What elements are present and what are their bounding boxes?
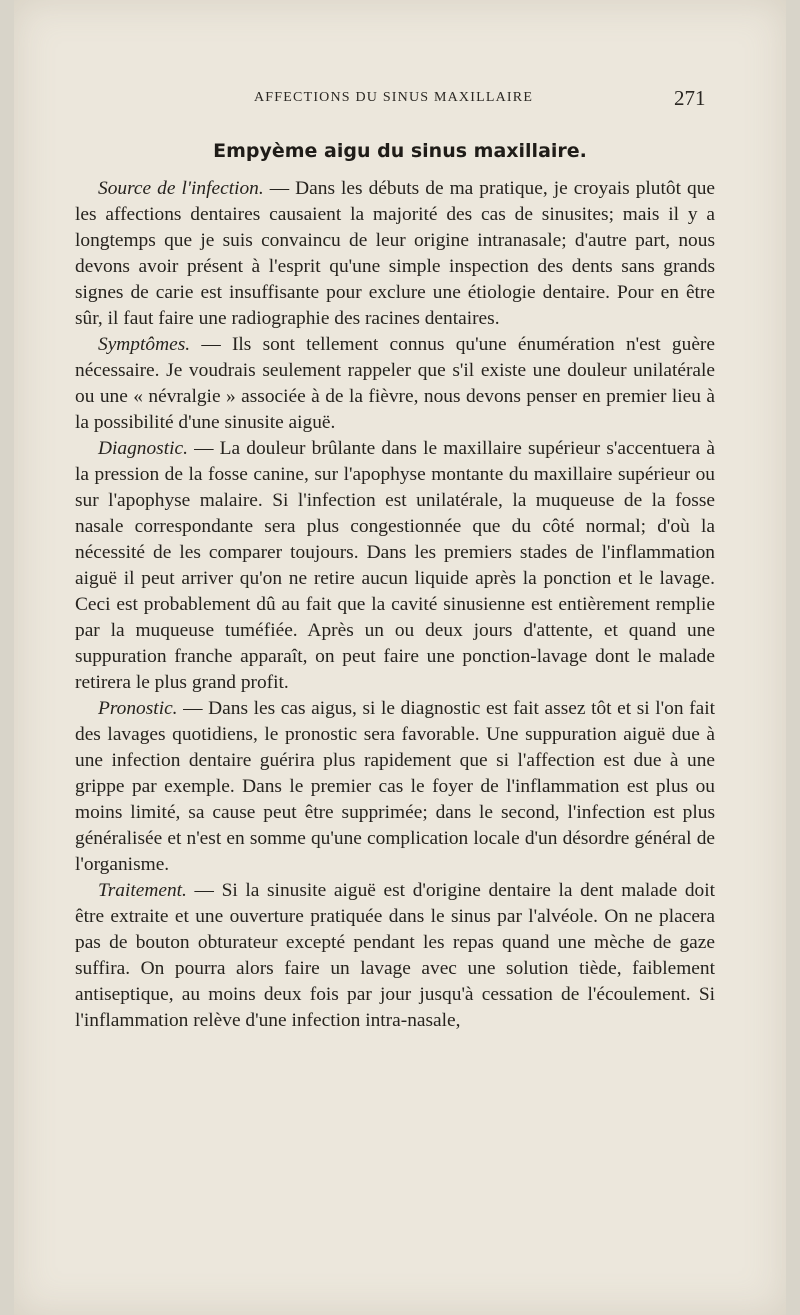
book-page: [14, 0, 786, 1315]
paragraph-lead: Diagnostic.: [98, 438, 188, 459]
paragraph-text: — La douleur brûlante dans le maxillaire supérieur s'accentuera à la pression de la fosse canine, sur l'apophyse montante du maxillaire supérieur ou sur l'apophyse malaire. Si l'infection est unilatérale, la muqueuse de la fosse nasale correspondante sera plus congestionnée que du côté normal; d'où la nécessité de les comparer toujours. Dans les premiers stades de l'inflammation aiguë il peut arriver qu'on ne retire aucun liquide après la ponction et le lavage. Ceci est probablement dû au fait que la cavité sinusienne est entièrement remplie par la muqueuse tuméfiée. Après un ou deux jours d'attente, et quand une suppuration franche apparaît, on peut faire une ponction-lavage dont le malade retirera le plus grand profit.: [75, 438, 715, 693]
paragraph-text: — Si la sinusite aiguë est d'origine dentaire la dent malade doit être extraite et une ouverture pratiquée dans le sinus par l'alvéole. On ne placera pas de bouton obturateur excepté pendant les repas quand une mèche de gaze suffira. On pourra alors faire un lavage avec une solution tiède, faiblement antiseptique, au moins deux fois par jour jusqu'à cessation de l'écoulement. Si l'inflammation relève d'une infection intra-nasale,: [75, 880, 715, 1031]
paragraph-diagnostic: [75, 436, 715, 696]
paragraph-lead: Symptômes.: [98, 334, 191, 355]
paragraph-pronostic: [75, 696, 715, 878]
paragraph-lead: Source de l'infection.: [98, 178, 264, 199]
paragraph-symptomes: [75, 332, 715, 436]
running-header: [14, 88, 786, 112]
paragraph-lead: Traitement.: [98, 880, 187, 901]
paragraph-lead: Pronostic.: [98, 698, 178, 719]
section-heading: Empyème aigu du sinus maxillaire.: [213, 140, 587, 162]
paragraph-text: — Dans les cas aigus, si le diagnostic est fait assez tôt et si l'on fait des lavages quotidiens, le pronostic sera favorable. Une suppuration aiguë due à une infection dentaire guérira plus rapidement que si l'affection est due à une grippe par exemple. Dans le premier cas le foyer de l'inflammation est plus ou moins limité, sa cause peut être supprimée; dans le second, l'infection est plus généralisée et n'est en somme qu'une complication locale d'un désordre général de l'organisme.: [75, 698, 715, 875]
paragraph-text: — Dans les débuts de ma pratique, je croyais plutôt que les affections dentaires causaient la majorité des cas de sinusites; mais il y a longtemps que je suis convaincu de leur origine intranasale; d'autre part, nous devons avoir présent à l'esprit qu'une simple inspection des dents sans grands signes de carie est insuffisante pour exclure une étiologie dentaire. Pour en être sûr, il faut faire une radiographie des racines dentaires.: [75, 178, 715, 329]
paragraph-source-infection: [75, 176, 715, 332]
body-text: [75, 176, 715, 1034]
page-number: 271: [674, 86, 706, 110]
paragraph-text: — Ils sont tellement connus qu'une énumération n'est guère nécessaire. Je voudrais seulement rappeler que s'il existe une douleur unilatérale ou une « névralgie » associée à de la fièvre, nous devons penser en premier lieu à la possibilité d'une sinusite aiguë.: [75, 334, 715, 433]
running-title: AFFECTIONS DU SINUS MAXILLAIRE: [254, 90, 534, 105]
paragraph-traitement: [75, 878, 715, 1034]
